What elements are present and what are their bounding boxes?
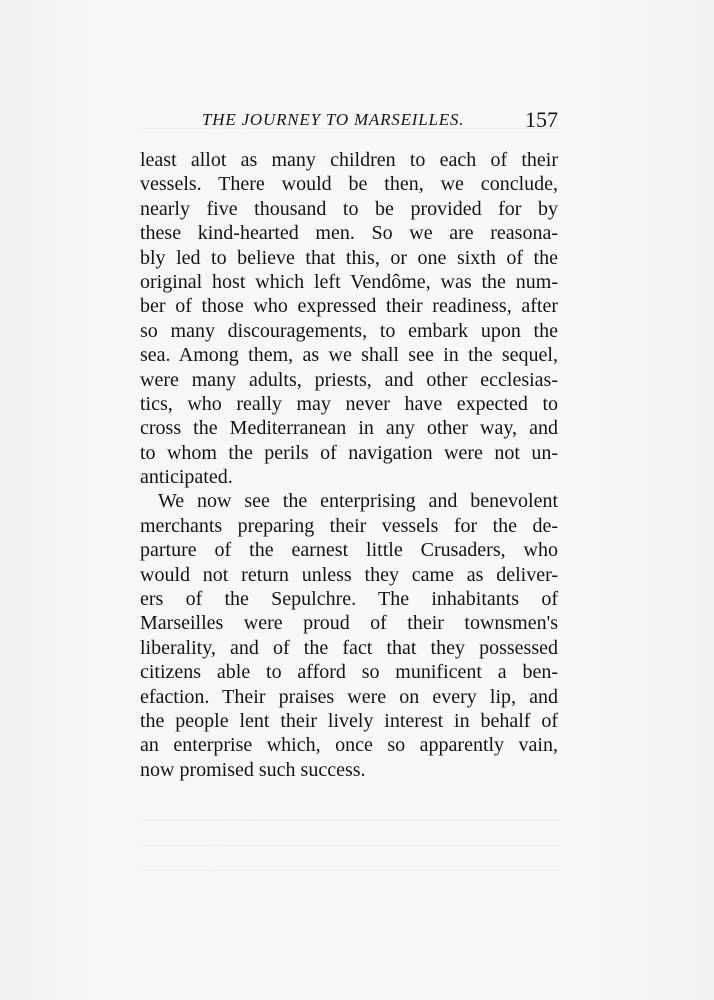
text-line: sea. Among them, as we shall see in the sequel, [140, 344, 558, 367]
text-line: least allot as many children to each of their [140, 149, 558, 171]
text-line: an enterprise which, once so apparently vain, [140, 734, 558, 757]
text-line: merchants preparing their vessels for the de- [140, 514, 558, 537]
bleed-through-line [140, 820, 560, 821]
text-line: liberality, and of the fact that they possessed [140, 636, 558, 659]
page-number: 157 [525, 107, 558, 132]
text-line: anticipated. [140, 466, 233, 489]
running-head [140, 108, 558, 134]
text-line: nearly five thousand to be provided for by [140, 197, 558, 220]
text-line: were many adults, priests, and other ecclesias- [140, 368, 558, 391]
bleed-through-line [140, 845, 560, 846]
text-line: We now see the enterprising and benevolent [158, 490, 558, 513]
text-line: parture of the earnest little Crusaders, who [140, 539, 558, 562]
text-line: bly led to believe that this, or one sixth of the [140, 246, 558, 269]
text-line: vessels. There would be then, we conclude, [140, 173, 558, 196]
text-line: efaction. Their praises were on every lip, and [140, 685, 558, 708]
text-line: original host which left Vendôme, was the num- [140, 270, 558, 293]
text-line: cross the Mediterranean in any other way, and [140, 417, 558, 440]
text-line: now promised such success. [140, 758, 366, 781]
text-line: ber of those who expressed their readiness, after [140, 295, 558, 318]
text-line: Marseilles were proud of their townsmen's [140, 612, 558, 635]
text-line: so many discouragements, to embark upon the [140, 319, 558, 342]
paragraph-2 [140, 489, 558, 782]
text-line: these kind-hearted men. So we are reasona- [140, 222, 558, 245]
text-line: tics, who really may never have expected to [140, 392, 558, 415]
text-line: ers of the Sepulchre. The inhabitants of [140, 588, 558, 611]
paragraph-1 [140, 148, 558, 489]
text-line: to whom the perils of navigation were not un- [140, 441, 558, 464]
bleed-through-line [140, 870, 560, 871]
text-line: would not return unless they came as deliver- [140, 563, 558, 586]
body-text [140, 148, 558, 782]
text-line: citizens able to afford so munificent a ben- [140, 661, 558, 684]
text-line: the people lent their lively interest in behalf of [140, 709, 558, 732]
running-title: THE JOURNEY TO MARSEILLES. [202, 110, 465, 129]
